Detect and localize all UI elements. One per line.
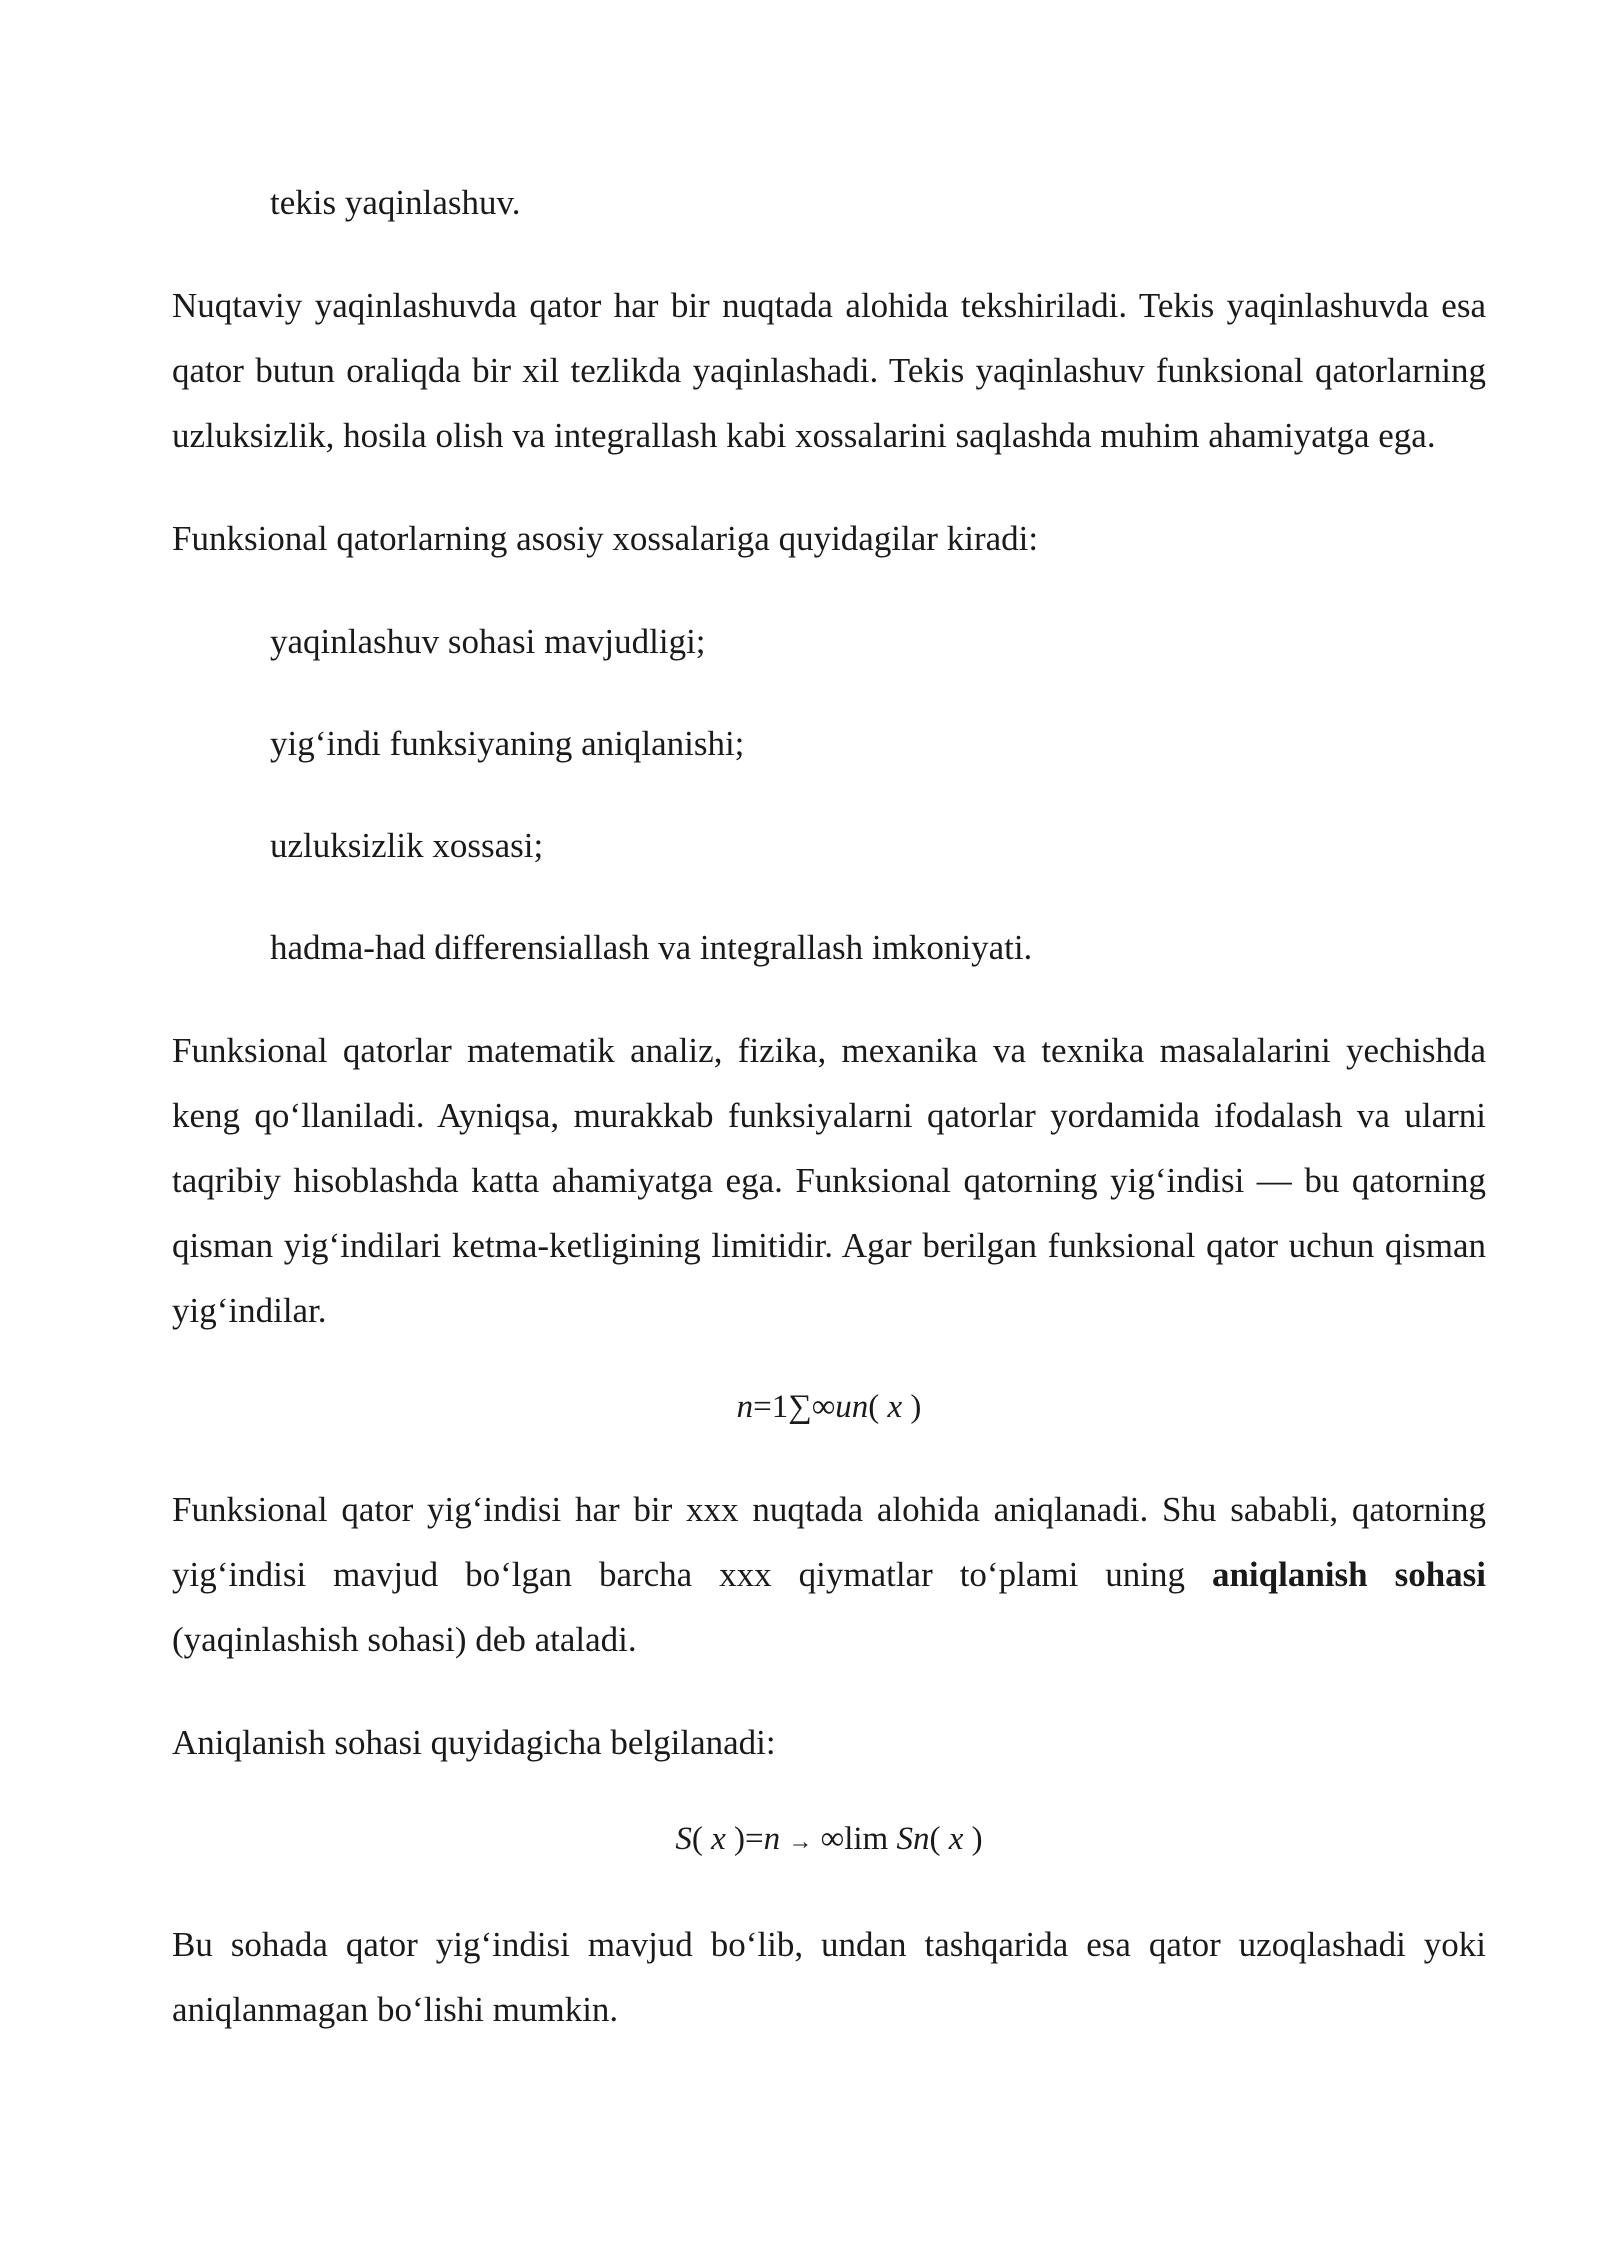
formula-eq: = xyxy=(745,1821,764,1857)
formula-lim: lim xyxy=(844,1821,889,1857)
document-page xyxy=(172,170,1486,2042)
formula-s: S xyxy=(675,1821,692,1857)
bold-term: aniqlanish sohasi xyxy=(1211,1555,1486,1594)
formula-sn: Sn xyxy=(896,1821,930,1857)
arrow-symbol: → xyxy=(788,1829,813,1855)
formula-paren: ( xyxy=(691,1821,703,1857)
formula-x: x xyxy=(711,1821,726,1857)
paragraph-convergence-types: Nuqtaviy yaqinlashuvda qator har bir nuqtada alohida tekshiriladi. Tekis yaqinlashuvda esa qator butun oraliqda bir xil tezlikda yaqinlashadi. Tekis yaqinlashuv funksional qatorlarning uzluksizlik, hosila olish va integrallash kabi xossalarini saqlashda muhim ahamiyatga ega. xyxy=(172,286,1486,455)
paragraph-properties-intro: Funksional qatorlarning asosiy xossalariga quyidagilar kiradi: xyxy=(172,519,1039,558)
paragraph-text: Funksional qator yig‘indisi har bir xxx nuqtada alohida aniqlanadi. Shu sababli, qatorning yig‘indisi mavjud bo‘lgan barcha xxx qiymatlar to‘plami uning xyxy=(172,1490,1486,1594)
paragraph-applications: Funksional qatorlar matematik analiz, fizika, mexanika va texnika masalalarini yechishda keng qo‘llaniladi. Ayniqsa, murakkab funksiyalarni qatorlar yordamida ifodalash va ularni taqribiy hisoblashda katta ahamiyatga ega. Funksional qatorning yig‘indisi — bu qatorning qisman yig‘indilari ketma-ketligining limitidir. Agar berilgan funksional qator uchun qisman yig‘indilar. xyxy=(172,1031,1486,1330)
paragraph-conclusion: Bu sohada qator yig‘indisi mavjud bo‘lib, undan tashqarida esa qator uzoqlashadi yoki aniqlanmagan bo‘lishi mumkin. xyxy=(172,1925,1486,2029)
infinity-symbol: ∞ xyxy=(811,1389,836,1425)
formula-paren: ( xyxy=(868,1389,880,1425)
list-item: hadma-had differensiallash va integrallash imkoniyati. xyxy=(270,928,1033,967)
formula-n: n xyxy=(763,1821,781,1857)
formula-limit xyxy=(172,1807,1486,1875)
formula-paren: ) xyxy=(910,1389,922,1425)
paragraph-text: (yaqinlashish sohasi) deb ataladi. xyxy=(172,1620,637,1659)
formula-paren: ) xyxy=(971,1821,983,1857)
paragraph-domain-notation: Aniqlanish sohasi quyidagicha belgilanadi: xyxy=(172,1723,776,1762)
formula-un: un xyxy=(835,1389,869,1425)
sum-symbol: ∑ xyxy=(788,1389,812,1425)
formula-paren: ) xyxy=(734,1821,746,1857)
formula-x: x xyxy=(887,1389,903,1425)
list-item: yaqinlashuv sohasi mavjudligi; xyxy=(270,622,706,661)
formula-x: x xyxy=(948,1821,964,1857)
list-item: uzluksizlik xossasi; xyxy=(270,826,544,865)
formula-paren: ( xyxy=(929,1821,941,1857)
formula-n: n xyxy=(736,1389,754,1425)
infinity-symbol: ∞ xyxy=(820,1821,845,1857)
paragraph-domain-definition xyxy=(172,1477,1486,1672)
list-item: yig‘indi funksiyaning aniqlanishi; xyxy=(270,724,745,763)
list-item-continued: tekis yaqinlashuv. xyxy=(270,183,521,222)
formula-eq: =1 xyxy=(753,1389,789,1425)
formula-series-sum xyxy=(172,1375,1486,1440)
